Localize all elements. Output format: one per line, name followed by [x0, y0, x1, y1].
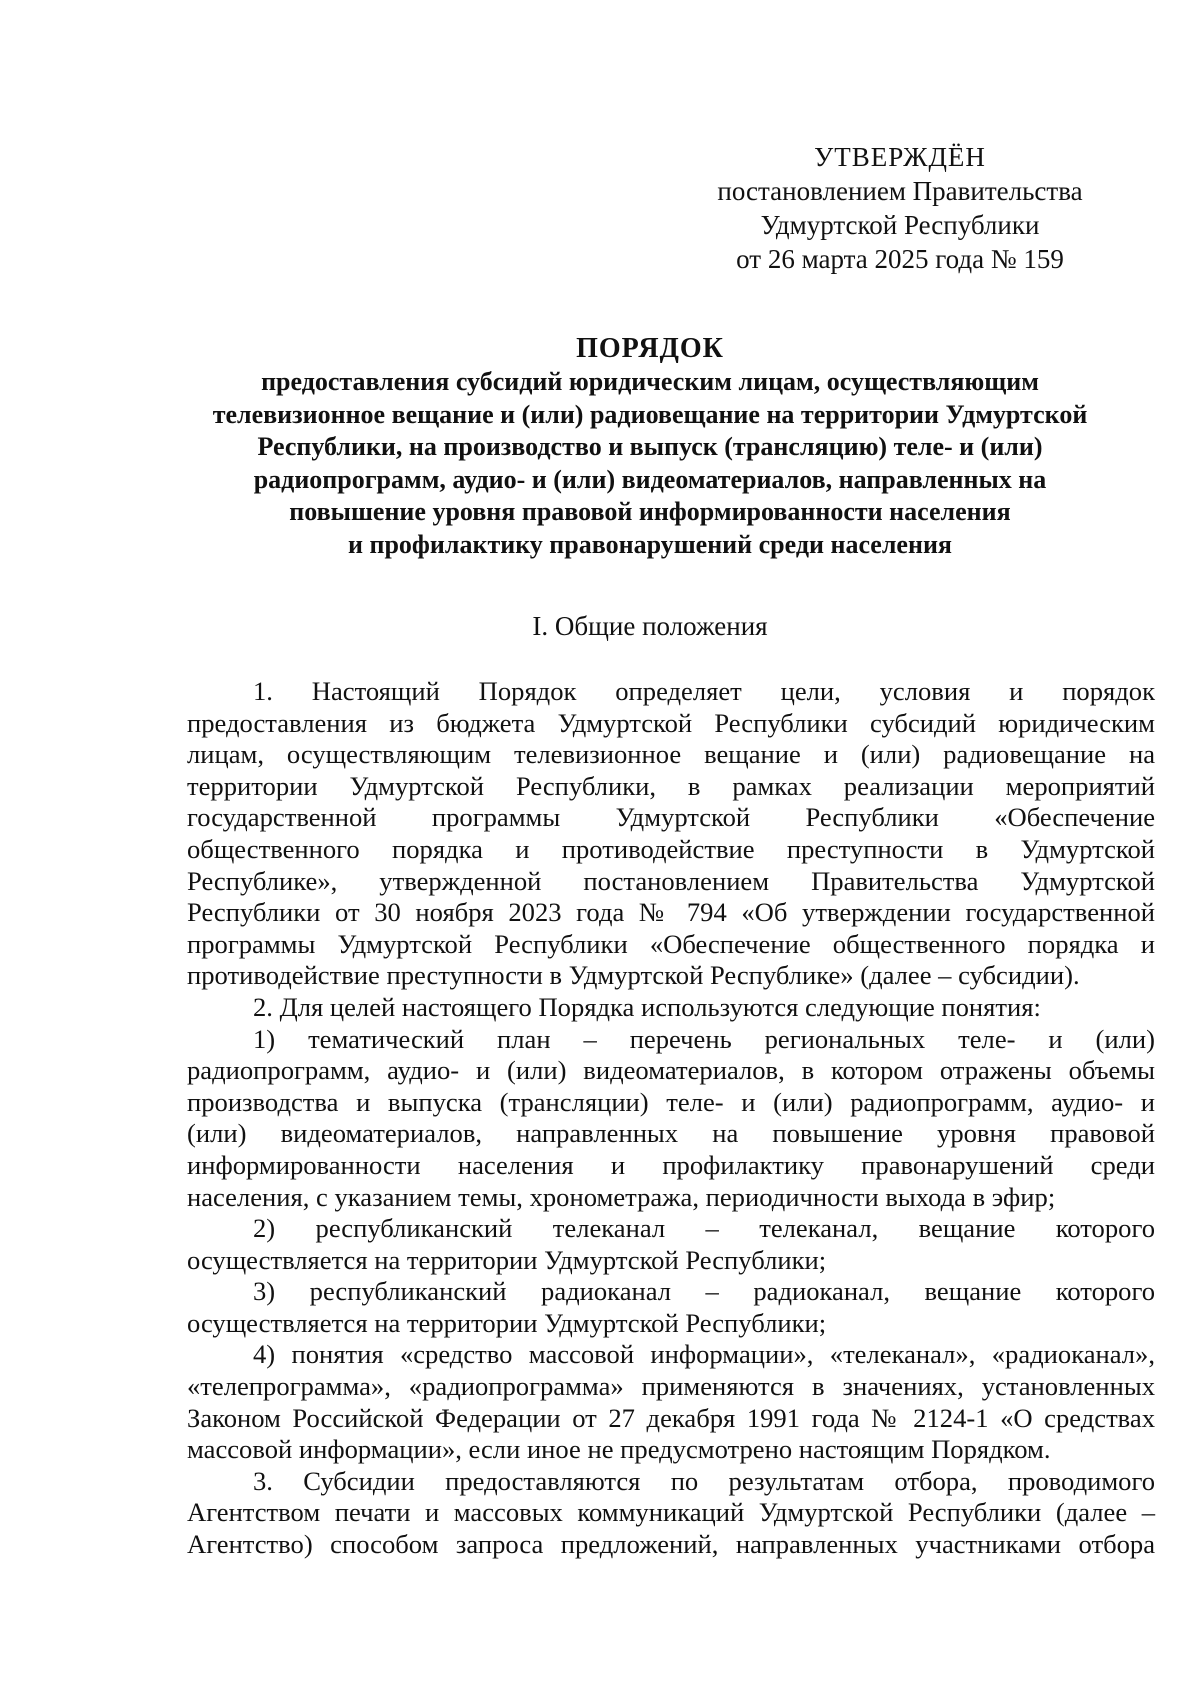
approval-title: УТВЕРЖДЁН: [814, 142, 986, 172]
paragraph-line: информированности населения и профилактику правонарушений среди: [187, 1149, 1155, 1180]
document-subtitle-line: телевизионное вещание и (или) радиовещание на территории Удмуртской: [212, 399, 1088, 429]
paragraph-line: 1. Настоящий Порядок определяет цели, условия и порядок: [253, 676, 1155, 706]
paragraph-line: программы Удмуртской Республики «Обеспечение общественного порядка и: [187, 928, 1155, 959]
paragraph-line: Агентство) способом запроса предложений, направленных участниками отбора: [187, 1529, 1155, 1560]
section-heading: I. Общие положения: [532, 611, 768, 641]
paragraph-line: «телепрограмма», «радиопрограмма» применяются в значениях, установленных: [187, 1371, 1155, 1402]
paragraph-line: осуществляется на территории Удмуртской Республики;: [187, 1244, 827, 1275]
approval-stamp: [680, 140, 1120, 276]
paragraph-line: противодействие преступности в Удмуртской Республике» (далее – субсидии).: [187, 960, 1080, 991]
paragraph-line: Республики от 30 ноября 2023 года № 794 «Об утверждении государственной: [187, 897, 1155, 928]
paragraph-line: 4) понятия «средство массовой информации», «телеканал», «радиоканал»,: [253, 1339, 1155, 1370]
document-title: ПОРЯДОК: [576, 333, 724, 364]
document-subtitle-line: радиопрограмм, аудио- и (или) видеоматериалов, направленных на: [253, 464, 1047, 494]
approval-line: от 26 марта 2025 года № 159: [736, 244, 1064, 274]
paragraph-line: осуществляется на территории Удмуртской Республики;: [187, 1307, 827, 1338]
document-heading: [170, 332, 1130, 561]
document-subtitle-line: предоставления субсидий юридическим лицам, осуществляющим: [261, 367, 1039, 396]
paragraph-line: 2) республиканский телеканал – телеканал, вещание которого: [253, 1213, 1155, 1244]
document-subtitle-line: Республики, на производство и выпуск (трансляцию) теле- и (или): [257, 432, 1043, 461]
paragraph-line: (или) видеоматериалов, направленных на повышение уровня правовой: [187, 1118, 1155, 1149]
document-body: [187, 676, 1155, 1561]
approval-line: постановлением Правительства: [717, 176, 1083, 206]
paragraph-line: населения, с указанием темы, хронометража, периодичности выхода в эфир;: [187, 1181, 1056, 1212]
paragraph-line: радиопрограмм, аудио- и (или) видеоматериалов, в котором отражены объемы: [187, 1055, 1155, 1086]
paragraph-line: 3. Субсидии предоставляются по результатам отбора, проводимого: [253, 1465, 1155, 1496]
paragraph-line: Законом Российской Федерации от 27 декабря 1991 года № 2124-1 «О средствах: [187, 1402, 1155, 1433]
document-subtitle-line: и профилактику правонарушений среди населения: [347, 529, 953, 559]
paragraph-line: государственной программы Удмуртской Республики «Обеспечение: [187, 802, 1155, 833]
paragraph-line: Республике», утвержденной постановлением Правительства Удмуртской: [187, 865, 1155, 896]
paragraph-line: 2. Для целей настоящего Порядка используются следующие понятия:: [253, 991, 1041, 1022]
paragraph-line: 1) тематический план – перечень региональных теле- и (или): [253, 1023, 1155, 1054]
paragraph-line: предоставления из бюджета Удмуртской Республики субсидий юридическим: [187, 707, 1155, 738]
paragraph-line: 3) республиканский радиоканал – радиоканал, вещание которого: [253, 1276, 1155, 1307]
approval-line: Удмуртской Республики: [760, 210, 1040, 240]
document-subtitle-line: повышение уровня правовой информированности населения: [289, 497, 1011, 526]
paragraph-line: лицам, осуществляющим телевизионное вещание и (или) радиовещание на: [187, 739, 1155, 770]
paragraph-line: Агентством печати и массовых коммуникаций Удмуртской Республики (далее –: [187, 1497, 1155, 1528]
paragraph-line: производства и выпуска (трансляции) теле- и (или) радиопрограмм, аудио- и: [187, 1086, 1155, 1117]
paragraph-line: общественного порядка и противодействие преступности в Удмуртской: [187, 833, 1155, 864]
paragraph-line: территории Удмуртской Республики, в рамках реализации мероприятий: [187, 770, 1155, 801]
paragraph-line: массовой информации», если иное не предусмотрено настоящим Порядком.: [187, 1434, 1051, 1465]
